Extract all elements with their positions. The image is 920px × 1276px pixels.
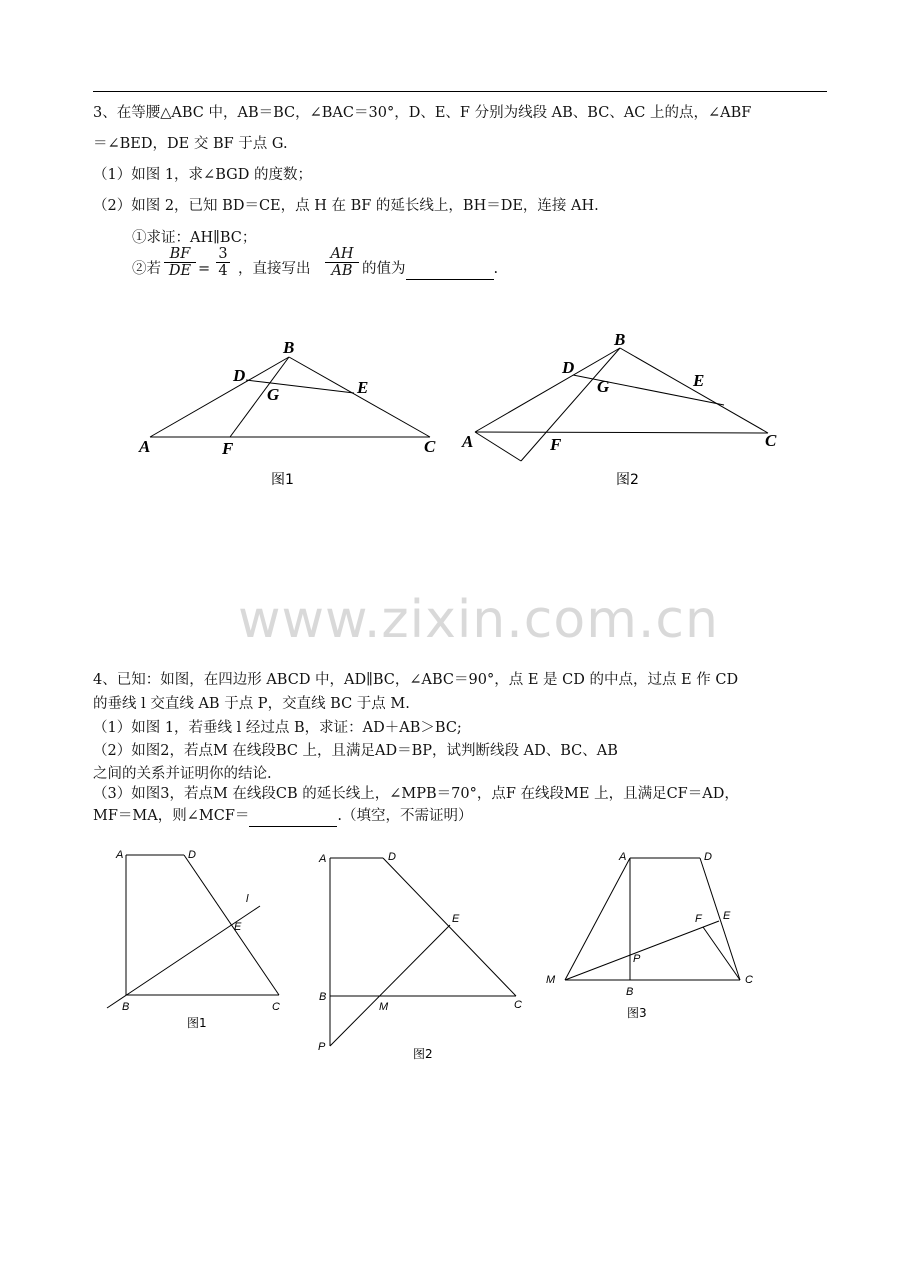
p4-fig2-label-b: B bbox=[319, 991, 327, 1003]
fig1-caption: 图1 bbox=[271, 472, 294, 488]
p3-part2: （2）如图 2，已知 BD＝CE，点 H 在 BF 的延长线上，BH＝DE，连接 AH. bbox=[93, 198, 599, 214]
p4-fig3-label-f: F bbox=[695, 913, 702, 925]
fig1-label-e: E bbox=[357, 378, 369, 397]
p3-sub2-prefix: ②若 bbox=[132, 261, 161, 277]
p4-part3a: （3）如图3，若点M 在线段CB 的延长线上，∠MPB＝70°，点F 在线段ME 上，且满足CF＝AD， bbox=[93, 786, 739, 802]
fig2-caption: 图2 bbox=[616, 472, 639, 488]
fraction-numerator: 3 bbox=[218, 246, 228, 262]
p4-fig3-label-e: E bbox=[723, 910, 731, 922]
fig2-label-b: B bbox=[614, 330, 626, 349]
p4-fig1-label-d: D bbox=[188, 849, 196, 861]
p4-fig2-caption: 图2 bbox=[413, 1047, 433, 1061]
p4-fig3-label-c: C bbox=[745, 974, 753, 986]
p3-sub1: ①求证：AH∥BC； bbox=[132, 230, 257, 246]
p4-fig2-label-p: P bbox=[318, 1041, 326, 1053]
p4-fig3-label-a: A bbox=[619, 851, 627, 863]
p4-fig2-label-d: D bbox=[388, 851, 396, 863]
fraction-numerator: BF bbox=[169, 246, 191, 262]
p4-part2a: （2）如图2，若点M 在线段BC 上，且满足AD＝BP，试判断线段 AD、BC、AB bbox=[93, 743, 618, 759]
p4-line1: 4、已知：如图，在四边形 ABCD 中，AD∥BC，∠ABC＝90°，点 E 是 CD 的中点，过点 E 作 CD bbox=[93, 672, 739, 688]
watermark: www.zixin.com.cn bbox=[238, 590, 719, 650]
p4-fig2-segment-dc bbox=[383, 858, 516, 996]
p3-sub2-suffix: 的值为 . bbox=[362, 259, 498, 280]
p4-part2b: 之间的关系并证明你的结论. bbox=[93, 766, 272, 782]
p4-fig1-label-a: A bbox=[116, 849, 124, 861]
p4-fig3-label-p: P bbox=[633, 953, 641, 965]
fig2-label-d: D bbox=[562, 358, 575, 377]
p4-fig2-label-m: M bbox=[379, 1001, 389, 1013]
fig1-label-c: C bbox=[424, 437, 436, 456]
fraction-numerator: AH bbox=[330, 246, 354, 262]
p4-fig1-caption: 图1 bbox=[187, 1016, 207, 1030]
p3-part1: （1）如图 1，求∠BGD 的度数； bbox=[93, 167, 312, 183]
fig2-label-g: G bbox=[597, 377, 610, 396]
p4-fig1-label-c: C bbox=[272, 1001, 280, 1013]
fig1-label-d: D bbox=[233, 366, 246, 385]
fig1-label-f: F bbox=[222, 439, 234, 458]
fig1-label-b: B bbox=[283, 338, 295, 357]
p4-fig3-label-m: M bbox=[546, 974, 556, 986]
p4-fig1-label-e: E bbox=[234, 921, 242, 933]
p4-fig3-segment-ma bbox=[565, 858, 630, 980]
fraction-denominator: AB bbox=[325, 262, 359, 279]
p4-line2: 的垂线 l 交直线 AB 于点 P，交直线 BC 于点 M. bbox=[93, 696, 410, 712]
fig2-label-e: E bbox=[693, 371, 705, 390]
p4-part1: （1）如图 1，若垂线 l 经过点 B，求证：AD＋AB＞BC; bbox=[93, 720, 462, 736]
p4-fig3-segment-fc bbox=[703, 927, 740, 980]
p4-fig2-label-e: E bbox=[452, 913, 460, 925]
fig1-label-g: G bbox=[267, 385, 280, 404]
p4-fig3-label-b: B bbox=[626, 986, 634, 998]
fig1-label-a: A bbox=[139, 437, 151, 456]
fig2-label-a: A bbox=[462, 432, 474, 451]
p4-fig3-segment-dc bbox=[700, 858, 740, 980]
fraction-denominator: 4 bbox=[216, 262, 230, 279]
p3-line2: ＝∠BED，DE 交 BF 于点 G. bbox=[93, 136, 288, 152]
fig2-label-c: C bbox=[765, 431, 777, 450]
fraction-denominator: DE bbox=[164, 262, 196, 279]
fig2-label-f: F bbox=[550, 435, 562, 454]
p4-fig3-caption: 图3 bbox=[627, 1006, 647, 1020]
p4-fig3-segment-me bbox=[565, 921, 719, 980]
p4-fig1-label-b: B bbox=[122, 1001, 130, 1013]
p4-fig2-label-c: C bbox=[514, 999, 522, 1011]
p3-line1: 3、在等腰△ABC 中，AB＝BC，∠BAC＝30°，D、E、F 分别为线段 AB、BC、AC 上的点，∠ABF bbox=[93, 105, 752, 121]
p4-fig1-label-l: l bbox=[246, 893, 249, 905]
p4-fig2-label-a: A bbox=[319, 853, 327, 865]
p4-fig2-segment-pe bbox=[330, 925, 450, 1046]
p3-sub2-mid: ，直接写出 bbox=[238, 261, 311, 277]
equals-sign: = bbox=[198, 261, 211, 277]
p4-part3b: MF＝MA，则∠MCF＝ .（填空，不需证明） bbox=[93, 806, 473, 827]
p4-fig3-label-d: D bbox=[704, 851, 712, 863]
